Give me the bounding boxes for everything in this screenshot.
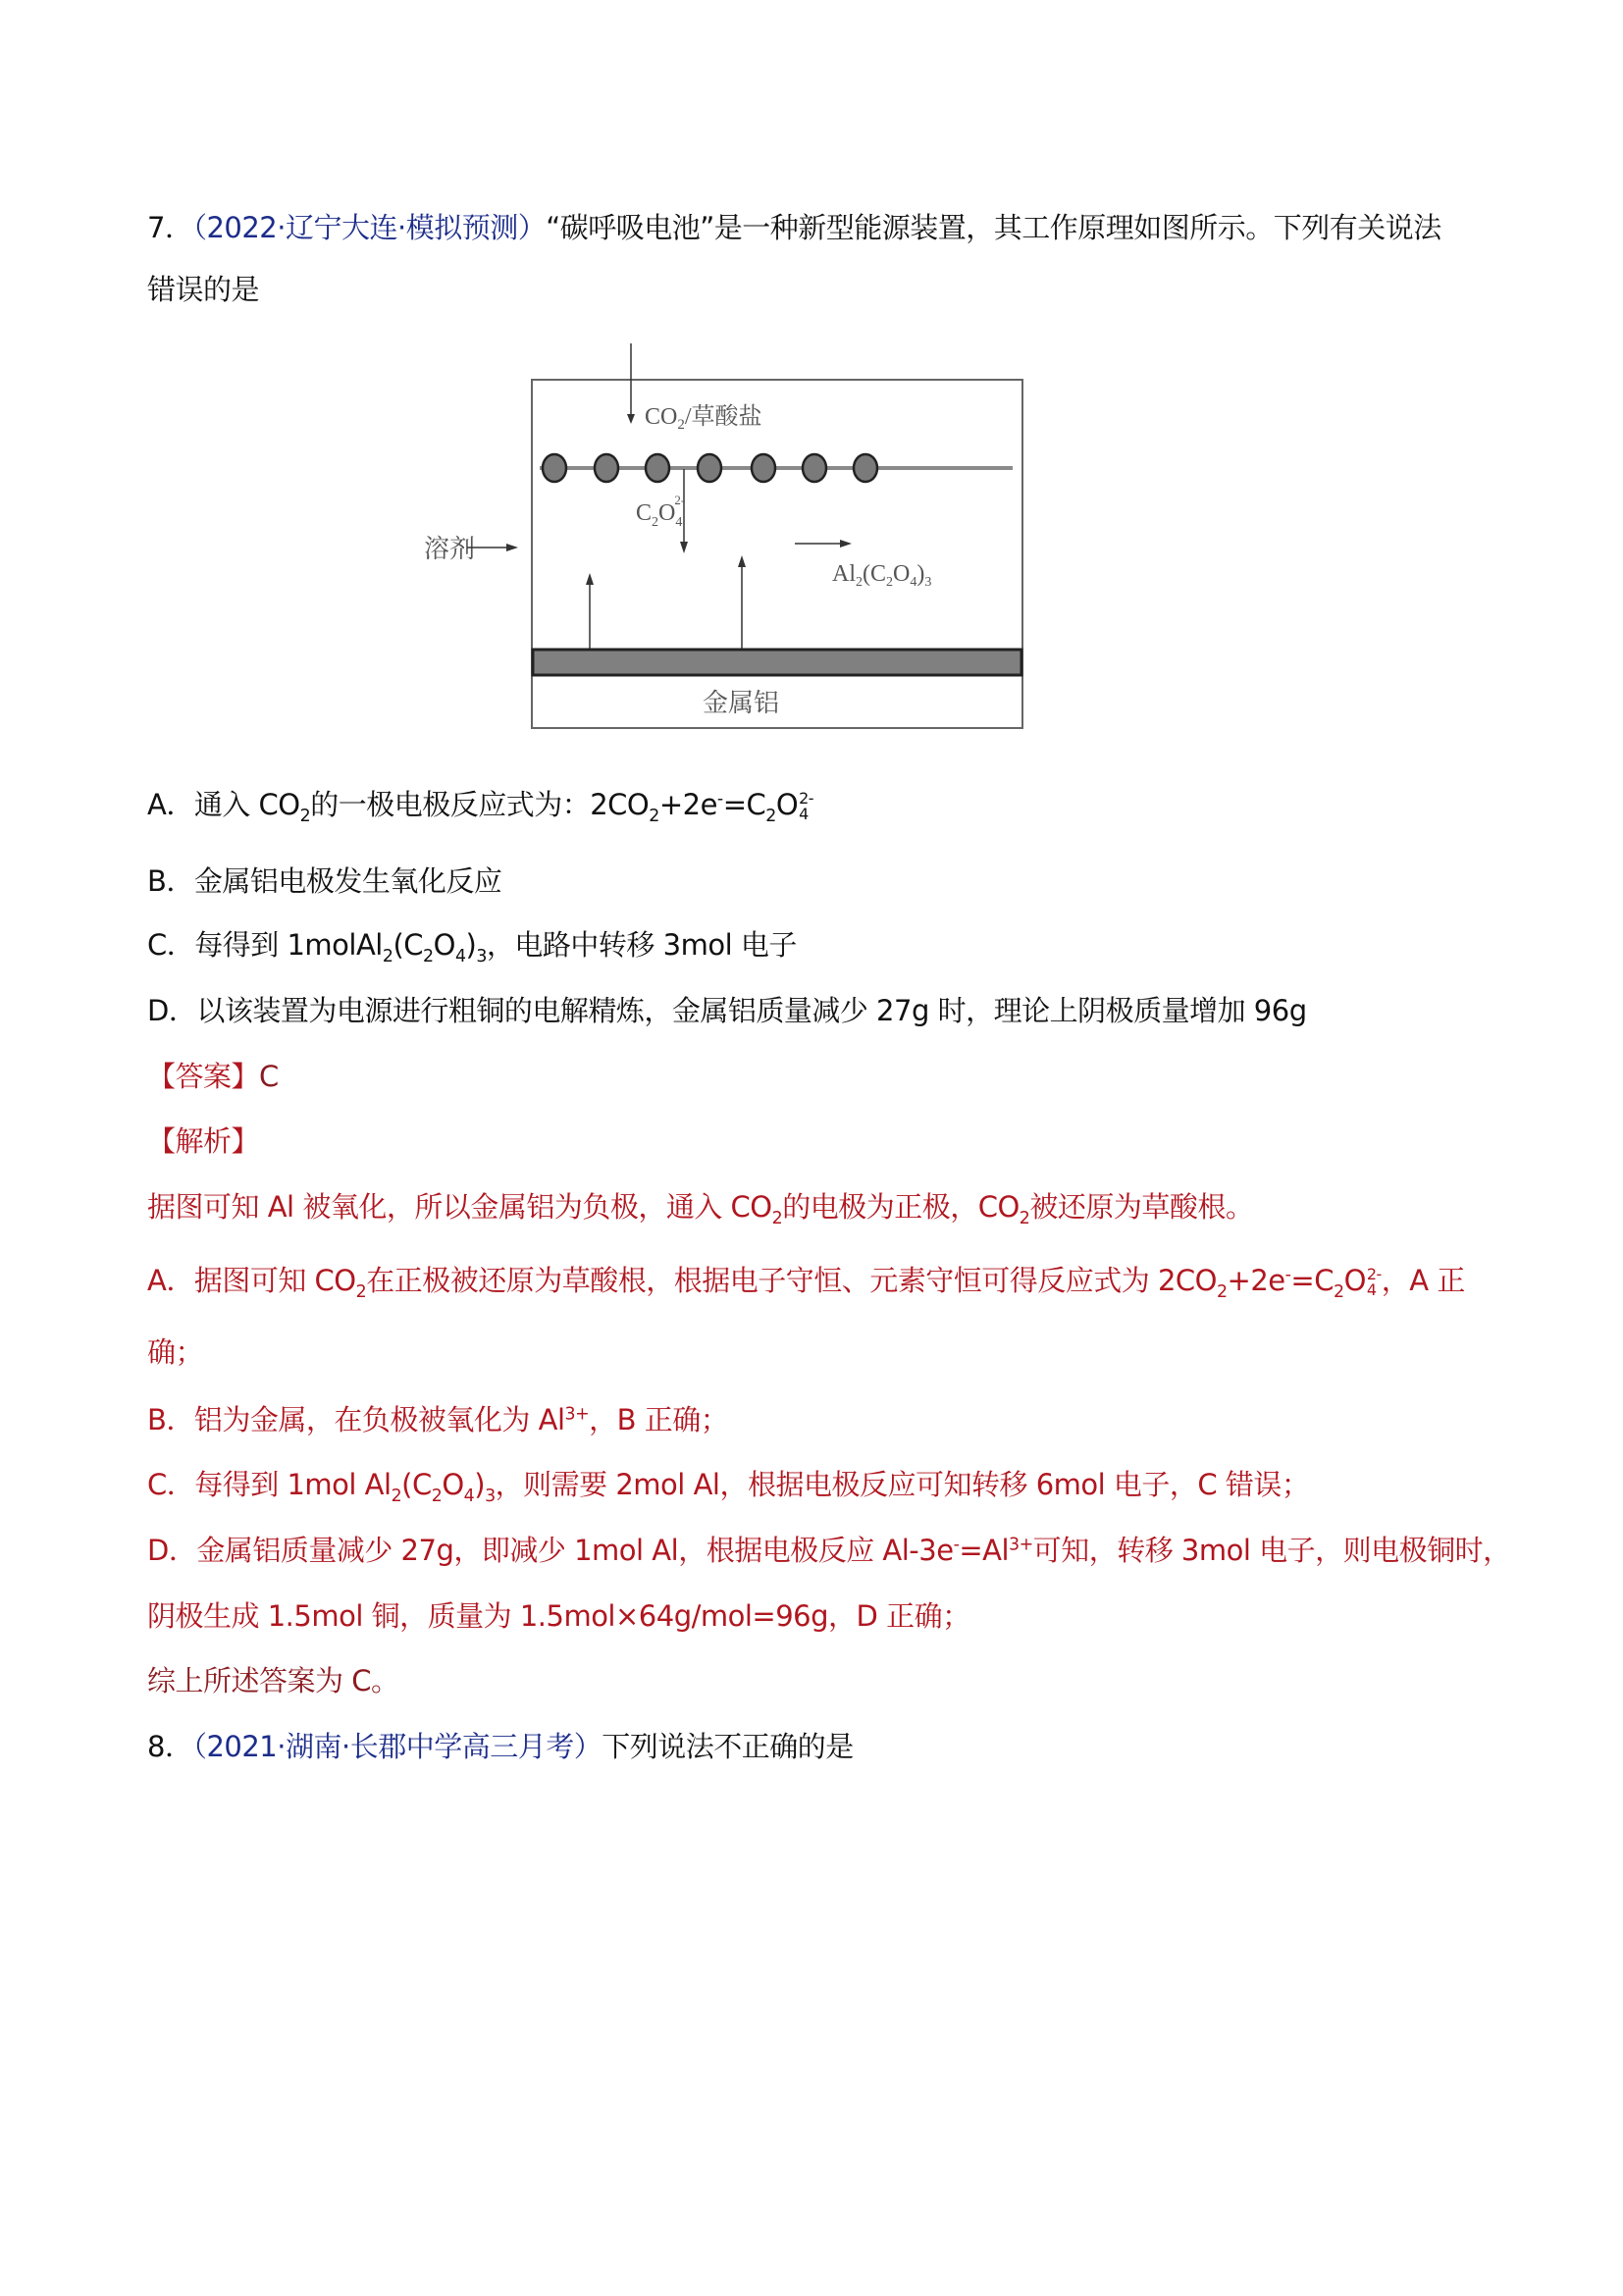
option-d: D．以该装置为电源进行粗铜的电解精炼，金属铝质量减少 27g 时，理论上阴极质量增加 96g bbox=[147, 994, 1307, 1027]
question-number: 7． bbox=[147, 211, 193, 244]
electrode-particle bbox=[803, 454, 826, 482]
analysis-label: 【解析】 bbox=[147, 1124, 260, 1158]
electrode-particle bbox=[854, 454, 877, 482]
solvent-arrowhead bbox=[506, 544, 518, 551]
question-source: （2022·辽宁大连·模拟预测） bbox=[192, 211, 547, 244]
question-7-stem-line-1 bbox=[147, 208, 1441, 247]
ion-migration-arrowhead-left bbox=[586, 573, 594, 585]
analysis-a-line-2: 确； bbox=[147, 1335, 204, 1369]
oxalate-arrowhead bbox=[680, 542, 688, 553]
analysis-intro: 据图可知 Al 被氧化，所以金属铝为负极，通入 $CO_2$的电极为正极，$CO_2$被还原为草酸根。 bbox=[147, 1190, 1254, 1228]
electrode-particle bbox=[646, 454, 669, 482]
electrode-particle bbox=[752, 454, 775, 482]
aluminum-oxalate-label: $Al_2(C_2O_4)_3$ bbox=[832, 561, 932, 590]
electrode-particle bbox=[543, 454, 566, 482]
co2-oxalate-label: $CO_2/$草酸盐 bbox=[645, 404, 762, 433]
question-stem: “碳呼吸电池”是一种新型能源装置，其工作原理如图所示。下列有关说法 bbox=[546, 211, 1441, 244]
analysis-c: C．每得到 1mol $Al_2(C_2O_4)_3$，则需要 2mol Al，根据电极反应可知转移 6mol 电子，C 错误； bbox=[147, 1468, 1310, 1506]
analysis-b: B．铝为金属，在负极被氧化为 $Al^{3+}$，B 正确； bbox=[147, 1403, 729, 1436]
oxalate-ion-label: $C_2O_42-$ bbox=[636, 493, 686, 530]
solvent-label: 溶剂 bbox=[424, 535, 476, 563]
question-number: 8． bbox=[147, 1730, 193, 1763]
question-stem: 下列说法不正确的是 bbox=[602, 1730, 854, 1763]
option-a: A．通入 $CO_2$的一极电极反应式为：$2CO_2+2e^-=C_2O$ 2- 4 bbox=[147, 788, 814, 826]
analysis-a-line-1: A．据图可知 $CO_2$在正极被还原为草酸根，根据电子守恒、元素守恒可得反应式为 $2CO_2+2e^-=C_2O$ 2- 4 ，A 正 bbox=[147, 1264, 1465, 1302]
electrode-particle bbox=[595, 454, 618, 482]
option-c: C．每得到 $1molAl_2(C_2O_4)_3$，电路中转移 3mol 电子 bbox=[147, 928, 797, 966]
option-b: B．金属铝电极发生氧化反应 bbox=[147, 864, 502, 898]
analysis-d-line-2: 阴极生成 1.5mol 铜，质量为 1.5mol×64g/mol=96g，D 正确； bbox=[147, 1599, 970, 1633]
analysis-conclusion: 综上所述答案为 C。 bbox=[147, 1664, 399, 1697]
question-source: （2021·湖南·长郡中学高三月考） bbox=[192, 1730, 602, 1763]
analysis-d-line-1: D．金属铝质量减少 27g，即减少 1mol Al，根据电极反应 $Al-3e^-=Al^{3+}$可知，转移 3mol 电子，则电极铜时， bbox=[147, 1534, 1511, 1567]
co2-inlet-arrowhead bbox=[627, 414, 635, 424]
product-arrowhead bbox=[840, 540, 852, 548]
ion-migration-arrowhead-right bbox=[738, 555, 746, 567]
answer-value: C bbox=[259, 1060, 279, 1093]
answer bbox=[147, 1057, 279, 1096]
question-8-stem bbox=[147, 1727, 854, 1766]
question-7-stem-line-2: 错误的是 bbox=[147, 273, 260, 306]
answer-label: 【答案】 bbox=[147, 1060, 260, 1093]
aluminum-electrode-plate bbox=[533, 650, 1021, 675]
electrode-particle bbox=[698, 454, 721, 482]
metal-aluminum-label: 金属铝 bbox=[702, 689, 780, 717]
carbon-breathing-battery-diagram bbox=[412, 334, 1217, 746]
